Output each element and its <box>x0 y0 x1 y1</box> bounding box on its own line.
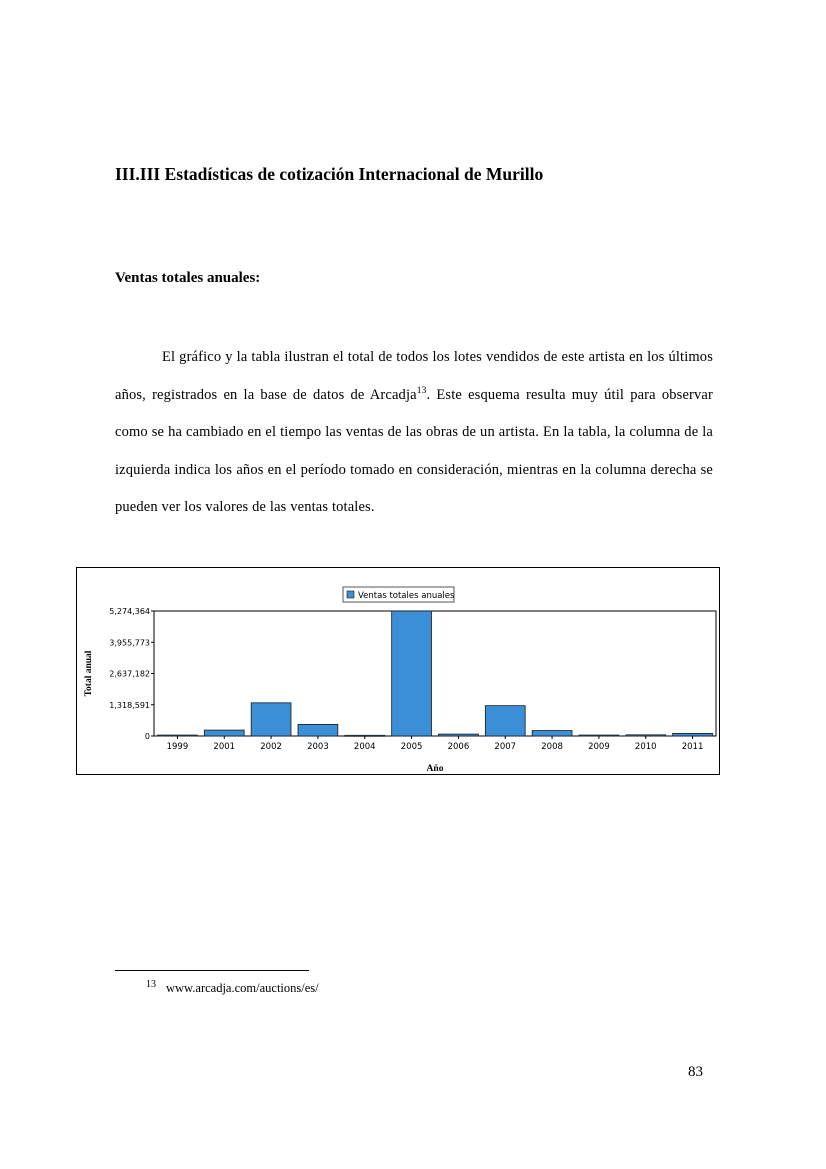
bar-2008 <box>532 731 572 736</box>
y-tick-label: 0 <box>144 732 150 741</box>
sales-chart <box>76 567 720 775</box>
bar-2002 <box>251 703 291 736</box>
x-tick-label: 2005 <box>400 742 423 752</box>
bar-2005 <box>392 611 432 736</box>
bar-2010 <box>626 735 666 736</box>
x-tick-label: 2008 <box>541 742 563 752</box>
y-axis-label: Total anual <box>84 650 94 697</box>
x-tick-label: 2004 <box>353 742 376 752</box>
section-heading: III.III Estadísticas de cotización Internacional de Murillo <box>115 164 544 184</box>
y-tick-label: 1,318,591 <box>109 700 150 710</box>
page-number: 83 <box>688 1064 703 1080</box>
y-tick-label: 2,637,182 <box>109 669 150 679</box>
y-tick-label: 5,274,364 <box>109 607 150 616</box>
x-tick-label: 2011 <box>681 742 704 752</box>
x-tick-label: 2006 <box>447 742 470 752</box>
section-subheading: Ventas totales anuales: <box>115 270 261 286</box>
bar-2006 <box>439 734 479 736</box>
footnote-number: 13 <box>146 979 156 990</box>
bar-2011 <box>673 733 713 736</box>
x-tick-label: 2002 <box>260 742 282 752</box>
bar-2007 <box>485 706 525 736</box>
sales-chart-svg <box>77 568 719 774</box>
bar-2003 <box>298 724 338 736</box>
legend-swatch <box>347 591 354 598</box>
legend-label: Ventas totales anuales <box>358 591 455 601</box>
bar-2001 <box>204 730 244 736</box>
body-paragraph <box>115 339 713 527</box>
bar-1999 <box>158 735 198 736</box>
x-tick-label: 1999 <box>166 742 189 752</box>
x-tick-label: 2009 <box>588 742 610 752</box>
footnote-text[interactable]: www.arcadja.com/auctions/es/ <box>166 981 319 995</box>
x-tick-label: 2010 <box>634 742 657 752</box>
paragraph-part-1: El gráfico y la tabla ilustran el total de todos los lotes vendidos de este artista en los últimos años, registrados en la base de datos de Arcadja <box>115 349 713 403</box>
x-tick-label: 2001 <box>213 742 236 752</box>
paragraph-part-2: . Este esquema resulta muy útil para observar como se ha cambiado en el tiempo las ventas de las obras de un artista. En la tabla, la columna de la izquierda indica los años en el período tomado en consideración, mientras en la columna derecha se pueden ver los valores de las ventas totales. <box>115 386 713 515</box>
footnote <box>146 979 319 996</box>
bar-2009 <box>579 735 619 736</box>
plot-frame <box>154 611 716 736</box>
footnote-reference[interactable]: 13 <box>416 385 427 396</box>
y-tick-label: 3,955,773 <box>109 638 150 648</box>
footnote-divider <box>115 970 309 971</box>
x-tick-label: 2007 <box>494 742 517 752</box>
x-tick-label: 2003 <box>307 742 329 752</box>
x-axis-label: Año <box>426 764 444 774</box>
